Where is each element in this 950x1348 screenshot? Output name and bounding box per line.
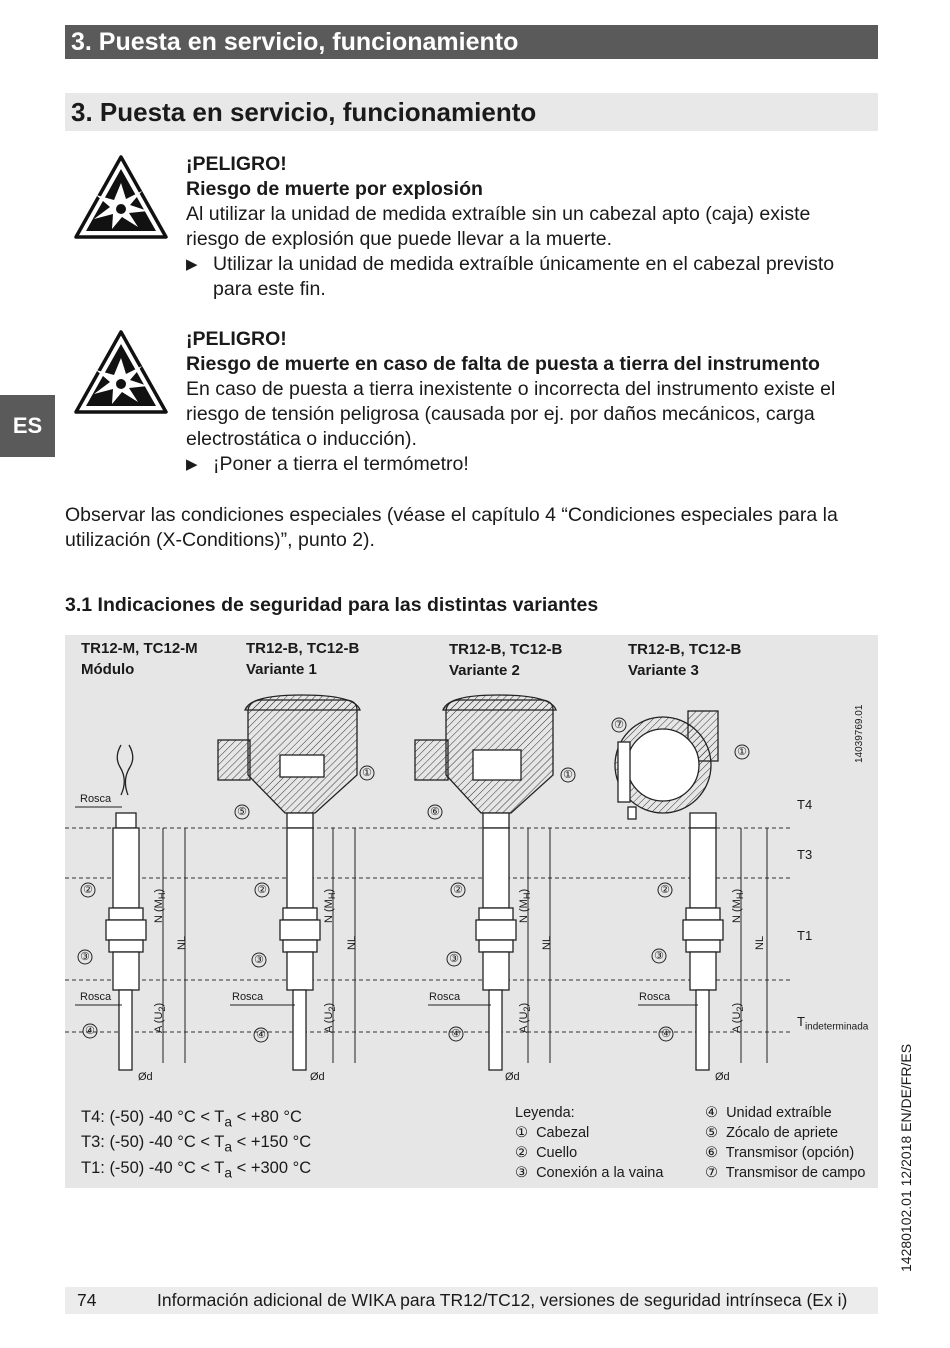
header-title: 3. Puesta en servicio, funcionamiento xyxy=(71,28,519,56)
thread-label: Rosca xyxy=(639,991,671,1003)
callout-2: ② xyxy=(257,884,267,896)
special-conditions-note xyxy=(65,503,885,553)
nl-dimension-label: NL xyxy=(754,935,766,950)
warning-title: Riesgo de muerte por explosión xyxy=(186,178,483,200)
legend-text: Unidad extraíble xyxy=(726,1105,832,1121)
callout-1: ① xyxy=(362,767,372,779)
temp-row-t1: T1: (-50) -40 $^\circ C < T_a < +300$ °C xyxy=(81,1158,312,1180)
legend-item xyxy=(705,1123,865,1143)
legend-num: ⑦ xyxy=(705,1165,718,1181)
legend-text: Transmisor de campo xyxy=(725,1165,866,1181)
thread-label: Rosca xyxy=(80,793,112,805)
n-label-sub: H xyxy=(327,892,338,900)
temp-row-t3: T3: (-50) -40 $^\circ C < T_a < +150$ °C xyxy=(81,1133,312,1155)
warning-text-line: riesgo de explosión que puede llevar a la muerte. xyxy=(186,228,613,250)
a-label-text: A (U xyxy=(518,1011,530,1033)
temp-zone: T4 xyxy=(81,1108,101,1126)
legend-item xyxy=(515,1143,663,1163)
header-bar xyxy=(65,25,878,59)
variant-model: TR12-M, TC12-M xyxy=(81,640,198,657)
diameter-label: Ød xyxy=(505,1071,520,1083)
thread-label: Rosca xyxy=(429,991,461,1003)
callout-5: ⑤ xyxy=(237,806,247,818)
variant-name: Módulo xyxy=(81,661,135,678)
a-dimension-label: A $(U_2)$ xyxy=(153,1002,168,1033)
n-label-text: N (M xyxy=(731,899,743,923)
variant-model: TR12-B, TC12-B xyxy=(449,641,563,658)
action-line: ¡Poner a tierra el termómetro! xyxy=(213,453,469,475)
subsection-title: 3.1 Indicaciones de seguridad para las distintas variantes xyxy=(65,594,599,616)
a-label-sub: 2 xyxy=(522,1006,533,1012)
temp-zone: T3 xyxy=(81,1133,101,1152)
legend-item xyxy=(705,1163,865,1183)
legend-text: Cabezal xyxy=(536,1125,590,1141)
n-label-sub: H xyxy=(157,892,168,900)
zone-label-undefined xyxy=(797,1014,868,1033)
legend-title: Leyenda: xyxy=(515,1105,575,1121)
signal-word: ¡PELIGRO! xyxy=(186,328,287,350)
thread-label: Rosca xyxy=(232,991,264,1003)
a-label-text: A (U xyxy=(323,1011,335,1033)
temp-sub: a xyxy=(224,1164,233,1180)
a-dimension-label: A $(U_2)$ xyxy=(323,1002,338,1033)
callout-2: ② xyxy=(660,884,670,896)
legend-num: ④ xyxy=(705,1105,718,1121)
zone-label-t3: T3 xyxy=(797,847,813,862)
n-label-text: N (M xyxy=(323,899,335,923)
arrow-icon: ▶ xyxy=(186,456,198,473)
explosion-warning-icon xyxy=(72,328,170,416)
callout-3: ③ xyxy=(254,954,264,966)
zone-undefined-main: T xyxy=(797,1014,805,1029)
footer-bar xyxy=(65,1287,878,1314)
variant-model: TR12-B, TC12-B xyxy=(628,641,742,658)
note-line: utilización (X-Conditions)”, punto 2). xyxy=(65,529,375,551)
legend-text: Cuello xyxy=(536,1145,578,1161)
temp-max: < +150 °C xyxy=(232,1133,312,1152)
n-dimension-label: N $(M_H)$ xyxy=(731,888,746,923)
nl-dimension-label: NL xyxy=(541,935,553,950)
variant-name: Variante 2 xyxy=(449,662,520,679)
callout-3: ③ xyxy=(654,950,664,962)
legend-item xyxy=(515,1163,663,1183)
legend-text: Transmisor (opción) xyxy=(725,1145,855,1161)
thread-label: Rosca xyxy=(80,991,112,1003)
callout-6: ⑥ xyxy=(430,806,440,818)
n-label-text: N (M xyxy=(518,899,530,923)
action-line: Utilizar la unidad de medida extraíble únicamente en el cabezal previsto xyxy=(213,253,835,275)
a-dimension-label: A $(U_2)$ xyxy=(518,1002,533,1033)
callout-4: ④ xyxy=(661,1028,671,1040)
legend-text: Zócalo de apriete xyxy=(726,1125,839,1141)
warning-action xyxy=(186,252,834,302)
warning-text-line: electrostática o inducción). xyxy=(186,428,417,450)
zone-label-t4: T4 xyxy=(797,797,813,812)
a-label-sub: 2 xyxy=(735,1006,746,1012)
temp-zone: T1 xyxy=(81,1158,101,1177)
n-label-sub: H xyxy=(735,892,746,900)
signal-word: ¡PELIGRO! xyxy=(186,153,287,175)
legend-num: ⑥ xyxy=(705,1145,718,1161)
variants-figure xyxy=(65,635,878,1188)
a-dimension-label: A $(U_2)$ xyxy=(731,1002,746,1033)
callout-2: ② xyxy=(453,884,463,896)
legend-item xyxy=(515,1123,663,1143)
temp-max: < +300 °C xyxy=(232,1158,312,1177)
language-tab xyxy=(0,395,55,457)
danger-warning-grounding xyxy=(186,327,835,477)
variant-model: TR12-B, TC12-B xyxy=(246,640,360,657)
warning-text-line: En caso de puesta a tierra inexistente o incorrecta del instrumento existe el xyxy=(186,378,836,400)
action-line: para este fin. xyxy=(213,278,326,300)
nl-dimension-label: NL xyxy=(176,935,188,950)
temp-max: < +80 °C xyxy=(232,1108,302,1126)
zone-undefined-sub: indeterminada xyxy=(804,1021,869,1033)
diameter-label: Ød xyxy=(715,1071,730,1083)
legend-num: ① xyxy=(515,1125,528,1141)
temp-row-t4: T4: (-50) -40 $^\circ C < T_a < +80$ °C xyxy=(81,1108,302,1130)
callout-3: ③ xyxy=(449,953,459,965)
legend-item xyxy=(705,1103,865,1123)
diameter-label: Ød xyxy=(310,1071,325,1083)
temp-sub: a xyxy=(224,1139,233,1155)
temp-range: (-50) -40 °C < T xyxy=(109,1133,225,1152)
warning-text-line: Al utilizar la unidad de medida extraíble sin un cabezal apto (caja) existe xyxy=(186,203,811,225)
drawing-id: 14039769.01 xyxy=(854,704,865,763)
callout-4: ④ xyxy=(451,1028,461,1040)
document-code: 14280102.01 12/2018 EN/DE/FR/ES xyxy=(898,1043,914,1272)
legend-left xyxy=(515,1103,663,1183)
n-label-text: N (M xyxy=(153,899,165,923)
temp-range: (-50) -40 °C < T xyxy=(109,1158,225,1177)
n-label-sub: H xyxy=(522,892,533,900)
legend-num: ③ xyxy=(515,1165,528,1181)
warning-text-line: riesgo de tensión peligrosa (causada por ej. por daños mecánicos, carga xyxy=(186,403,815,425)
n-dimension-label: N $(M_H)$ xyxy=(323,888,338,923)
temperature-classes xyxy=(81,1107,311,1183)
explosion-warning-icon xyxy=(72,153,170,241)
legend-text: Conexión a la vaina xyxy=(536,1165,664,1181)
arrow-icon: ▶ xyxy=(186,256,198,273)
diameter-label: Ød xyxy=(138,1071,153,1083)
temp-range: (-50) -40 °C < T xyxy=(109,1108,225,1126)
n-dimension-label: N $(M_H)$ xyxy=(518,888,533,923)
callout-3: ③ xyxy=(80,951,90,963)
callout-4: ④ xyxy=(256,1029,266,1041)
legend-num: ⑤ xyxy=(705,1125,718,1141)
legend-num: ② xyxy=(515,1145,528,1161)
callout-2: ② xyxy=(83,884,93,896)
warning-title: Riesgo de muerte en caso de falta de puesta a tierra del instrumento xyxy=(186,353,820,375)
callout-4: ④ xyxy=(85,1025,95,1037)
note-line: Observar las condiciones especiales (véase el capítulo 4 “Condiciones especiales para la xyxy=(65,504,838,526)
callout-7: ⑦ xyxy=(614,719,624,731)
page-number: 74 xyxy=(77,1290,97,1310)
callout-1: ① xyxy=(737,746,747,758)
a-label-sub: 2 xyxy=(157,1006,168,1012)
a-label-text: A (U xyxy=(153,1011,165,1033)
danger-warning-explosion xyxy=(186,152,834,302)
zone-label-t1: T1 xyxy=(797,928,813,943)
variant-name: Variante 1 xyxy=(246,661,317,678)
variant-name: Variante 3 xyxy=(628,662,699,679)
warning-action xyxy=(186,452,835,477)
n-dimension-label: N $(M_H)$ xyxy=(153,888,168,923)
language-tab-label: ES xyxy=(12,413,43,438)
legend-item xyxy=(705,1143,865,1163)
section-heading xyxy=(65,93,878,131)
callout-1: ① xyxy=(563,769,573,781)
footer-text: Información adicional de WIKA para TR12/TC12, versiones de seguridad intrínseca (Ex i) xyxy=(157,1290,848,1310)
a-label-text: A (U xyxy=(731,1011,743,1033)
temp-sub: a xyxy=(224,1114,233,1130)
a-label-sub: 2 xyxy=(327,1006,338,1012)
section-title: 3. Puesta en servicio, funcionamiento xyxy=(71,97,537,127)
nl-dimension-label: NL xyxy=(346,935,358,950)
legend-right xyxy=(705,1103,865,1183)
